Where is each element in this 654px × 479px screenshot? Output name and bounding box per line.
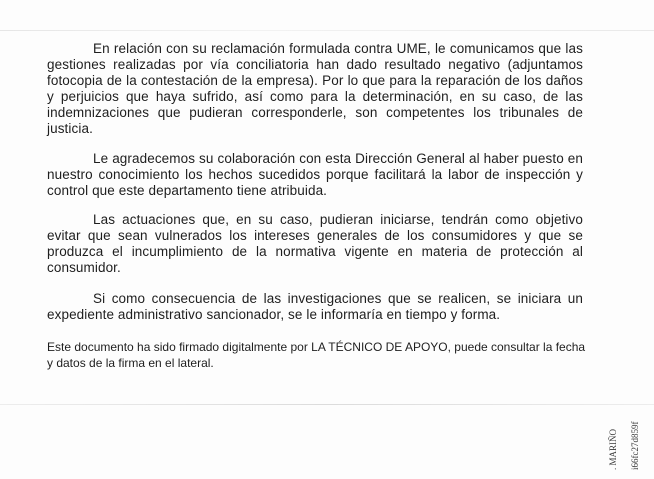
scan-artifact-line <box>0 30 654 31</box>
scan-artifact-line <box>0 404 654 405</box>
side-verification-code: i66fc27d859f <box>630 421 640 470</box>
side-signature-name: . MARIÑO <box>608 428 618 470</box>
paragraph-gratitude: Le agradecemos su colaboración con esta Dirección General al haber puesto en nuestro conocimiento los hechos sucedidos porque facilitará la labor de inspección y control que este departamento tiene atribuida. <box>47 151 583 198</box>
digital-signature-note: Este documento ha sido firmado digitalmente por LA TÉCNICO DE APOYO, puede consultar la fecha y datos de la firma en el lateral. <box>47 340 586 370</box>
paragraph-sanction: Si como consecuencia de las investigaciones que se realicen, se iniciara un expediente administrativo sancionador, se le informaría en tiempo y forma. <box>47 291 583 322</box>
paragraph-actions: Las actuaciones que, en su caso, pudieran iniciarse, tendrán como objetivo evitar que sean vulnerados los intereses generales de los consumidores y que se produzca el incumplimiento de la normativa vigente en materia de protección al consumidor. <box>47 212 583 275</box>
paragraph-reclamation: En relación con su reclamación formulada contra UME, le comunicamos que las gestiones realizadas por vía conciliatoria han dado resultado negativo (adjuntamos fotocopia de la contestación de la empresa). Por lo que para la reparación de los daños y perjuicios que haya sufrido, así como para la determinación, en su caso, de las indemnizaciones que pudieran corresponderle, son competentes los tribunales de justicia. <box>47 41 583 136</box>
